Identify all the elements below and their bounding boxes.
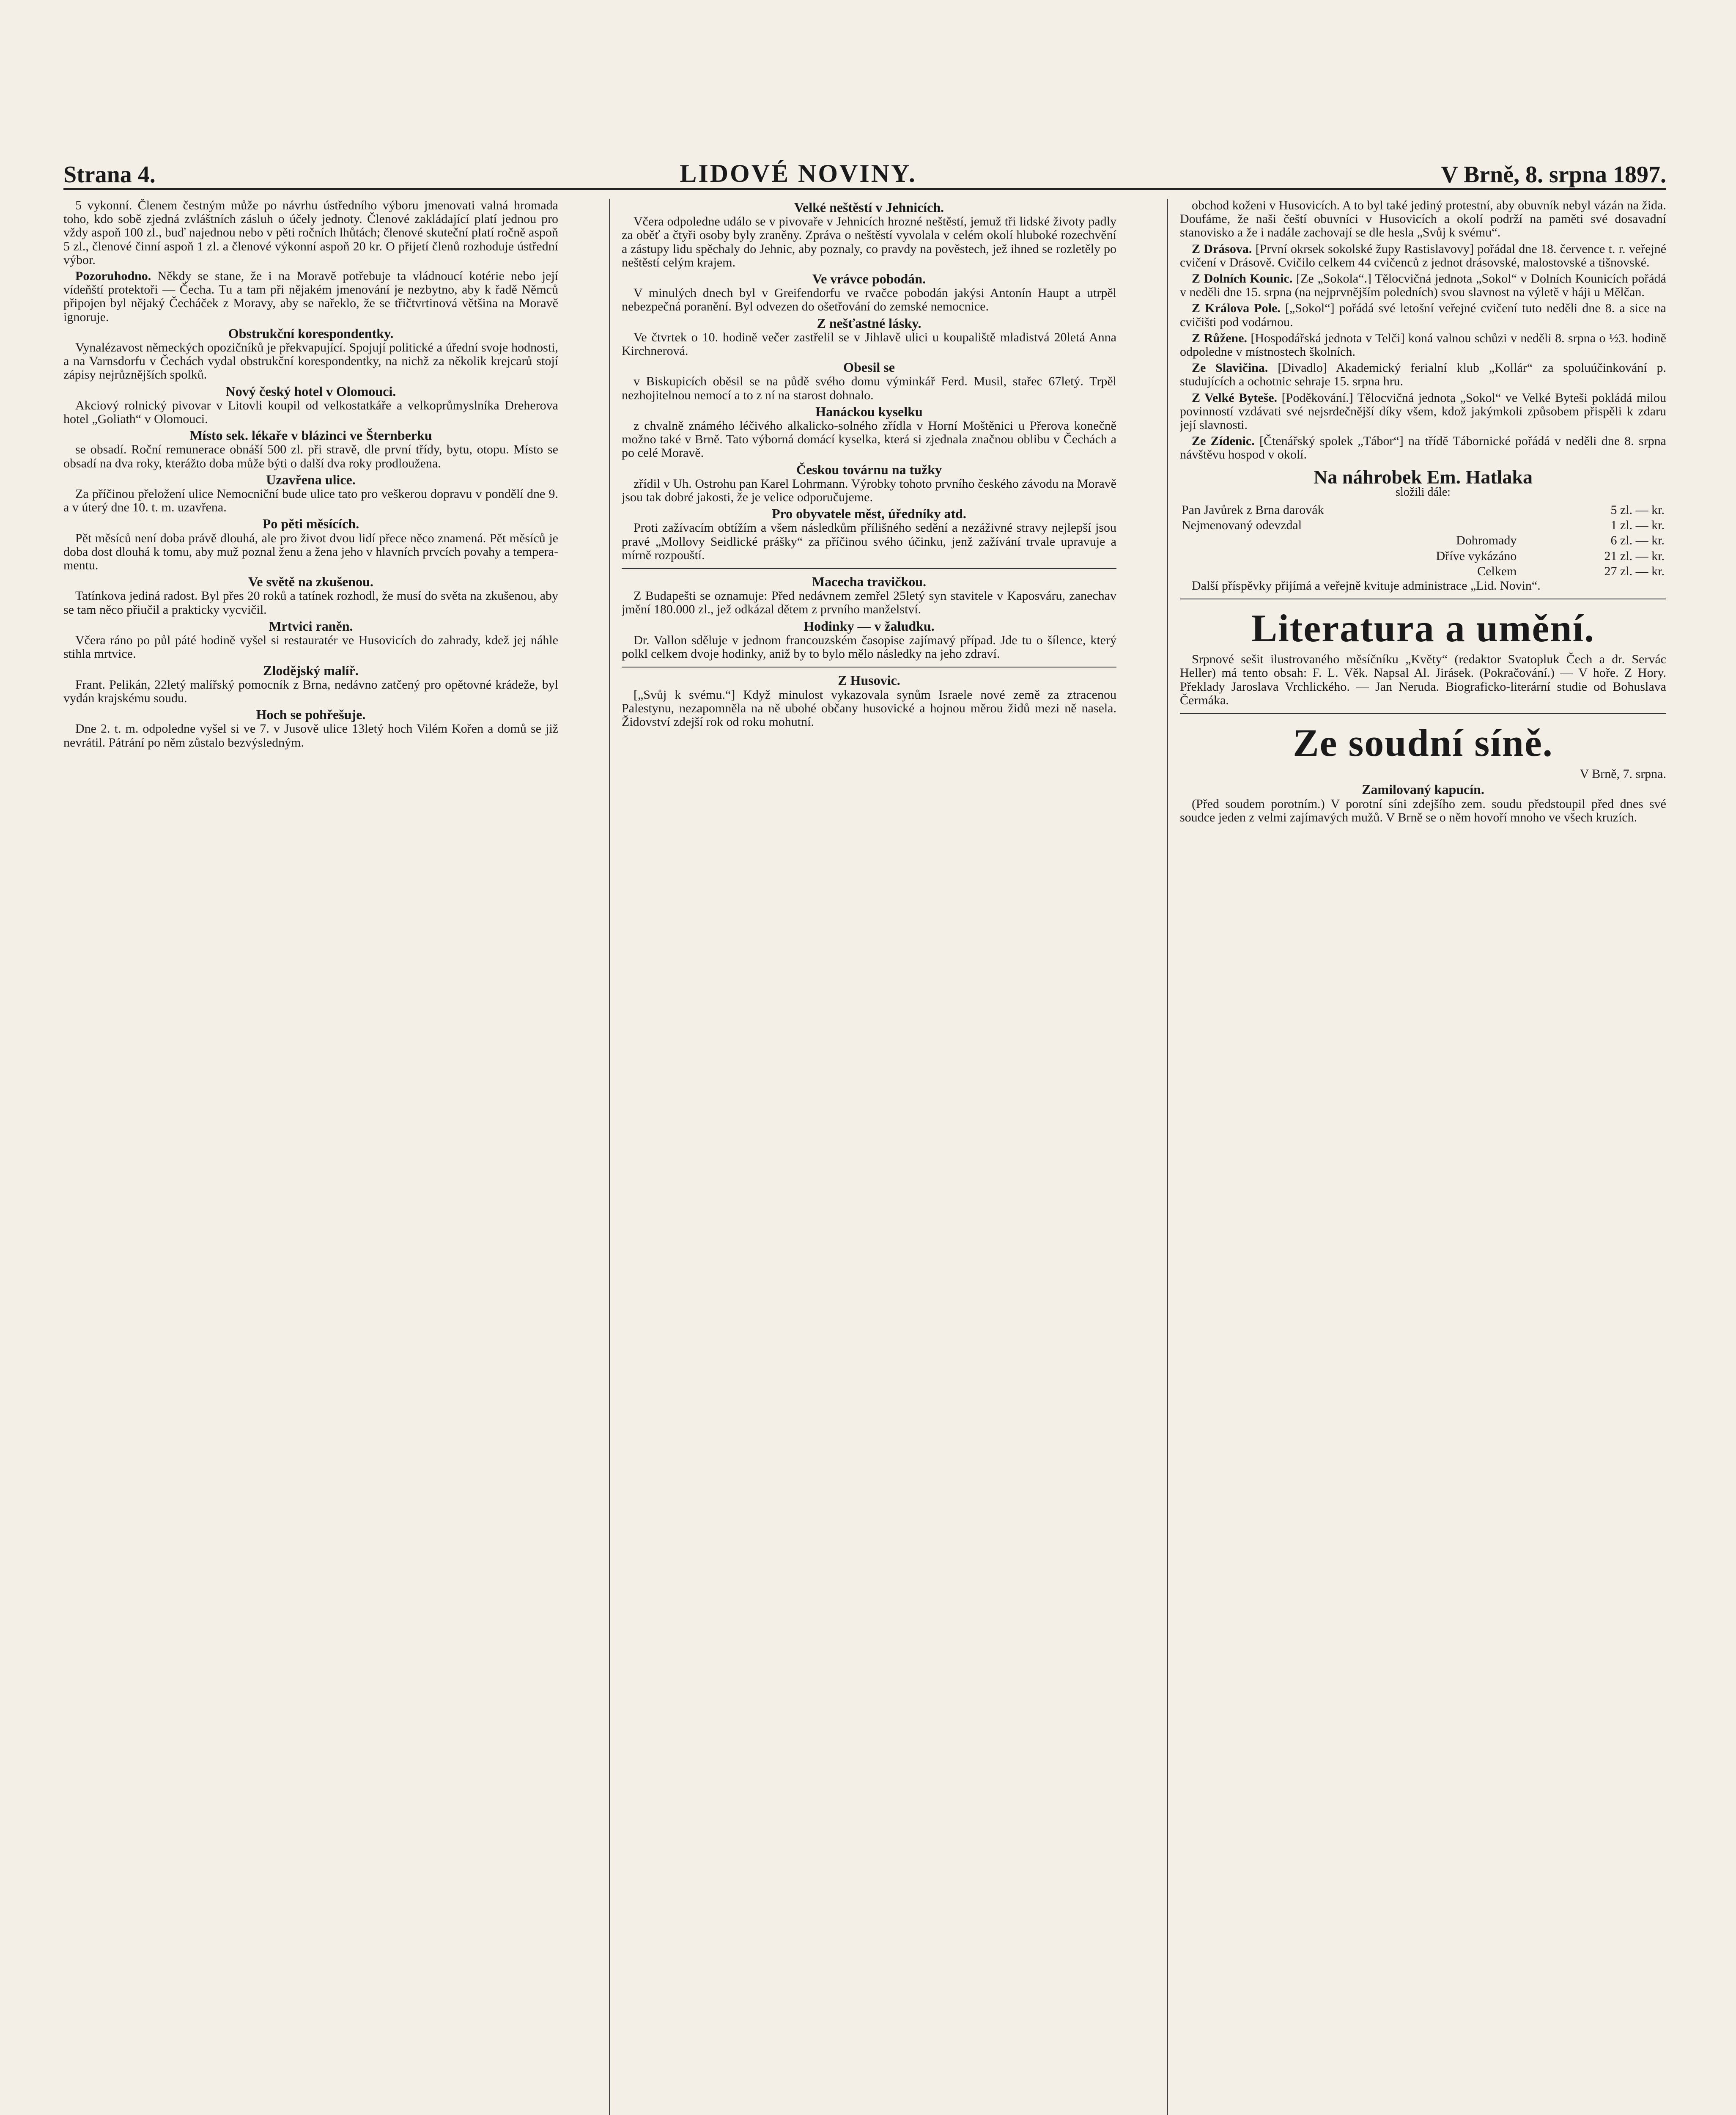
article	[1180, 361, 1666, 388]
article-text: Ve čtvrtek o 10. hodině večer zastřelil se v Jihlavě ulici u koupaliště mladistvá 20letá Anna Kirchnerová.	[622, 330, 1116, 358]
article	[1180, 332, 1666, 359]
donor-name: Nejmenovaný odevzdal	[1182, 518, 1302, 533]
article-heading: Zlodějský malíř.	[263, 662, 359, 678]
article-text: Za příčinou přeložení ulice Nemocniční bude ulice tato pro veškerou dopravu v pondělí dne 9. a v úterý dne 10. t. m. uzavřena.	[63, 487, 558, 515]
table-row	[1180, 549, 1666, 564]
article-text: Někdy se stane, že i na Moravě potřebuje ta vládnoucí kotérie nebo její vídeňští protektoři — Čecha. Tu a tam při nějakém jmenování je nezbytno, aby k řadě Němců připojen byl nějaký Čecháček z Moravy, aby se nařeklo, že se třičtvrtinová většina na Moravě ignoruje.	[63, 269, 558, 324]
article-heading: Pro obyvatele měst, úředníky atd.	[772, 506, 966, 522]
donor-name: Celkem	[1477, 564, 1517, 578]
table-row	[1180, 503, 1666, 518]
article-text: [První okrsek sokolské župy Rastislavovy] pořádal dne 18. července t. r. veřejné cvičení v Drásově. Cvičilo celkem 44 cvičenců z jednot drásovské, malostovské a tišnovské.	[1180, 242, 1666, 269]
donation-amount: 6 zl. — kr.	[1610, 533, 1665, 548]
section-title-literature: Literatura a umění.	[1251, 607, 1595, 650]
article-text: Dr. Vallon sděluje v jednom francouzském časopise zajímavý případ. Jde tu o šílence, který polkl celkem dvoje hodinky, aniž by to bylo mělo následky na jeho zdraví.	[622, 633, 1116, 661]
article-heading: Z Velké Byteše.	[1192, 390, 1278, 405]
article-heading: Z Dolních Kounic.	[1192, 272, 1293, 286]
article-text: Včera ráno po půl páté hodině vyšel si restauratér ve Husovicích do zahrady, kdež jej náhle stihla mrtvice.	[63, 633, 558, 661]
column-2	[622, 199, 1116, 2115]
article-heading: Macecha travičkou.	[812, 574, 927, 590]
article-heading: Ve vrávce pobodán.	[812, 271, 926, 287]
table-row	[1180, 533, 1666, 548]
article-heading: Z Husovic.	[838, 673, 900, 688]
donation-amount: 21 zl. — kr.	[1604, 549, 1665, 563]
donor-name: Dohromady	[1456, 533, 1517, 548]
donation-amount: 1 zl. — kr.	[1610, 518, 1665, 533]
donation-amount: 27 zl. — kr.	[1604, 564, 1665, 578]
article-text: Včera odpoledne událo se v pivovaře v Jehnicích hrozné neštěstí, jemuž tři lidské životy padly za oběť a čtyři osoby byly zraněny. Zpráva o neštěstí vyvolala v celém okolí hluboké rozechvění a zástupy lidu spěchaly do Jehnic, aby poznaly, co pravdy na pověstech, jež ihned se rozletěly po neštěstí celým krajem.	[622, 214, 1116, 269]
article-text: Proti zažívacím obtížím a všem následkům přílišného sedění a nezáživné stravy nejlepší jsou pravé „Mollovy Seidlické prášky“ za příčinou svého účinku, jenž zažívání trvale upravuje a mírně rozpouští.	[622, 521, 1116, 562]
court-dateline: V Brně, 7. srpna.	[1580, 767, 1666, 781]
article-heading: Nový český hotel v Olomouci.	[225, 383, 396, 399]
article-heading: Ve světě na zkušenou.	[248, 574, 373, 590]
article-text: Tatínkova jediná radost. Byl přes 20 roků a tatínek rozhodl, že musí do světa na zkušenou, aby se tam něco přiučil a prakticky vycvičil.	[63, 589, 558, 617]
page-number: Strana 4.	[63, 162, 156, 188]
article-text: [Hospodářská jednota v Telči] koná valnou schůzi v neděli 8. srpna o ½3. hodině odpoledne v místnostech školních.	[1180, 331, 1666, 359]
table-row	[1180, 518, 1666, 533]
article-text: zřídil v Uh. Ostrohu pan Karel Lohrmann. Výrobky tohoto prvního českého závodu na Moravě jsou tak dobré jakosti, že je velice odporučujeme.	[622, 476, 1116, 505]
newspaper-title: LIDOVÉ NOVINY.	[680, 159, 917, 187]
article-text: [„Sokol“] pořádá své letošní veřejné cvičení tuto neděli dne 8. a sice na cvičišti pod vodárnou.	[1180, 301, 1666, 329]
paragraph: obchod koženi v Husovicích. A to byl také jediný protestní, aby obuvník nebyl vázán na žida. Doufáme, že naši čeští obuvníci v Husovicích a okolí podrží na paměti své dosavadní stanovisko a že i nadále zachovají se dle hesla „Svůj k svému“.	[1180, 199, 1666, 240]
article-heading: Z nešťastné lásky.	[817, 315, 921, 331]
article-heading: Zamilovaný kapucín.	[1362, 782, 1484, 797]
article-heading: Z Králova Pole.	[1192, 301, 1281, 316]
literature-text: Srpnové sešit ilustrovaného měsíčníku „Květy“ (redaktor Svatopluk Čech a dr. Servác Heller) má tento obsah: F. L. Věk. Napsal Al. Jirásek. (Pokračování.) — V hoře. Z Hory. Překlady Jaroslava Vrchlického. — Jan Neruda. Biograficko-literární studie od Bohuslava Čermáka.	[1180, 652, 1666, 707]
separator	[622, 568, 1116, 569]
masthead	[63, 154, 1666, 190]
article-text: Pět měsíců není doba právě dlouhá, ale pro život dvou lidí přece něco znamená. Pět měsíců je doba dost dlouhá k tomu, aby muž poznal ženu a žena jeho v hlavních prvcích povahy a temperamentu.	[63, 531, 558, 573]
article-text: [Ze „Sokola“.] Tělocvičná jednota „Sokol“ v Dolních Kounicích pořádá v neděli dne 15. srpna (na nejprvnějším poledních) svou slavnost na výletě v háji u Mělčan.	[1180, 272, 1666, 299]
dateline: V Brně, 8. srpna 1897.	[1441, 162, 1666, 188]
article-heading: Velké neštěstí v Jehnicích.	[794, 200, 944, 215]
column-divider	[609, 199, 610, 2115]
donation-note: Další příspěvky přijímá a veřejně kvituje administrace „Lid. Novin“.	[1192, 579, 1541, 593]
article-heading: Mrtvici raněn.	[269, 618, 353, 634]
donor-name: Dříve vykázáno	[1436, 549, 1517, 563]
article-text: v Biskupicích oběsil se na půdě svého domu výminkář Ferd. Musil, stařec 67letý. Trpěl nezhojitelnou nemocí a to z ní na starost dohnalo.	[622, 374, 1116, 402]
article-text: z chvalně známého léčivého alkalicko-solného zřídla v Horní Moštěnici u Přerova konečně možno také v Brně. Tato výborná domácí kyselka, která si zjednala značnou oblibu v Čechách a po celé Moravě.	[622, 419, 1116, 460]
donation-table	[1180, 503, 1666, 579]
article-heading: Z Drásova.	[1192, 242, 1252, 256]
article-heading: Hoch se pohřešuje.	[256, 707, 366, 722]
column-divider	[1167, 199, 1168, 2115]
article-heading: Českou továrnu na tužky	[796, 461, 942, 477]
article-text: [Čtenářský spolek „Tábor“] na třídě Tábornické pořádá v neděli dne 8. srpna návštěvu hospod v okolí.	[1180, 434, 1666, 462]
article-text: Dne 2. t. m. odpoledne vyšel si ve 7. v Jusově ulice 13letý hoch Vilém Kořen a domů se již nevrátil. Pátrání po něm zůstalo bezvýsledným.	[63, 722, 558, 750]
article-text: Akciový rolnický pivovar v Litovli koupil od velkostatkáře a velkoprůmyslníka Dreherova hotel „Goliath“ v Olomouci.	[63, 398, 558, 426]
paragraph: 5 vykonní. Členem čestným může po návrhu ústředního výboru jmenovati valná hromada toho, kdo sobě zjedná zvláštních zásluh o účely jednoty. Členové zakládající platí jednou pro vždy aspoň 100 zl., buď najednou nebo v pěti ročních lhůtách; členové skuteční platí ročně aspoň 5 zl., členové činní aspoň 1 zl. a členové výkonní aspoň 20 kr. O přijetí členů rozhoduje ústřední výbor.	[63, 199, 558, 267]
column-3	[1180, 199, 1666, 2115]
article	[1180, 391, 1666, 432]
article-text: [Divadlo] Akademický ferialní klub „Kollár“ za spoluúčinkování p. studujících a ochotnic sehraje 15. srpna hru.	[1180, 361, 1666, 389]
article	[1180, 302, 1666, 329]
section-title-court: Ze soudní síně.	[1293, 721, 1553, 765]
article-heading: Uzavřena ulice.	[266, 472, 356, 487]
article	[1180, 434, 1666, 461]
article	[63, 269, 558, 324]
article-heading: Z Růžene.	[1192, 331, 1247, 345]
article-text: Frant. Pelikán, 22letý malířský pomocník z Brna, nedávno zatčený pro opětovné krádeže, byl vydán krajskému soudu.	[63, 677, 558, 705]
donation-amount: 5 zl. — kr.	[1610, 503, 1665, 517]
article	[1180, 272, 1666, 299]
article	[1180, 242, 1666, 269]
article-text: se obsadí. Roční remunerace obnáší 500 zl. při stravě, dle první třídy, bytu, otopu. Místo se obsadí na dva roky, kterážto doba může býti o další dva roky prodloužena.	[63, 442, 558, 470]
article-heading: Hanáckou kyselku	[815, 404, 923, 419]
article-heading: Obesil se	[843, 360, 895, 375]
article-heading: Obstrukční korespondentky.	[228, 325, 394, 341]
article-text: (Před soudem porotním.) V porotní síni zdejšího zem. soudu předstoupil před dnes své soudce jeden z velmi zajímavých mužů. V Brně se o něm hovoří mnoho ve všech kruzích.	[1180, 797, 1666, 824]
article-text: Z Budapešti se oznamuje: Před nedávnem zemřel 25letý syn stavitele v Kaposváru, zanechav jmění 180.000 zl., jež odkázal dětem z prvního manželství.	[622, 589, 1116, 617]
article-text: Vynalézavost německých opozičníků je překvapující. Spojují politické a úřední svoje hodnosti, a na Varnsdorfu v Čechách vydal obstrukční korespondentky, na nichž za několik krejcarů stojí zápisy nejrůznějších spolků.	[63, 341, 558, 382]
donor-name: Pan Javůrek z Brna darovák	[1182, 503, 1324, 517]
article-heading: Hodinky — v žaludku.	[804, 618, 935, 634]
article-heading: Místo sek. lékaře v blázinci ve Šternberku	[189, 428, 432, 443]
donation-subtitle: složili dále:	[1396, 485, 1451, 499]
article-heading: Pozoruhodno.	[75, 269, 151, 283]
article-text: [Poděkování.] Tělocvičná jednota „Sokol“ ve Velké Byteši pokládá milou povinností vzdávati své nejsrdečnější díky všem, kdož jakýmkoli způsobem přispěli k zdaru její slavnosti.	[1180, 390, 1666, 432]
article-heading: Ze Zídenic.	[1192, 434, 1255, 448]
article-heading: Ze Slavičina.	[1192, 361, 1268, 375]
article-text: [„Svůj k svému.“] Když minulost vykazovala synům Israele nové země za ztracenou Palestynu, nezapomněla na ně ubohé občany husovické a hojnou měrou židů mezi ně nasela. Židovství zdejší rok od roku mohutní.	[622, 687, 1116, 729]
column-1	[63, 199, 558, 2115]
article-heading: Po pěti měsících.	[262, 516, 359, 532]
separator	[1180, 713, 1666, 714]
donation-title: Na náhrobek Em. Hatlaka	[1313, 466, 1533, 488]
table-row	[1180, 564, 1666, 579]
article-text: V minulých dnech byl v Greifendorfu ve rvačce pobodán jakýsi Antonín Haupt a utrpěl nebezpečná poranění. Byl odvezen do ošetřování do zemské nemocnice.	[622, 286, 1116, 314]
